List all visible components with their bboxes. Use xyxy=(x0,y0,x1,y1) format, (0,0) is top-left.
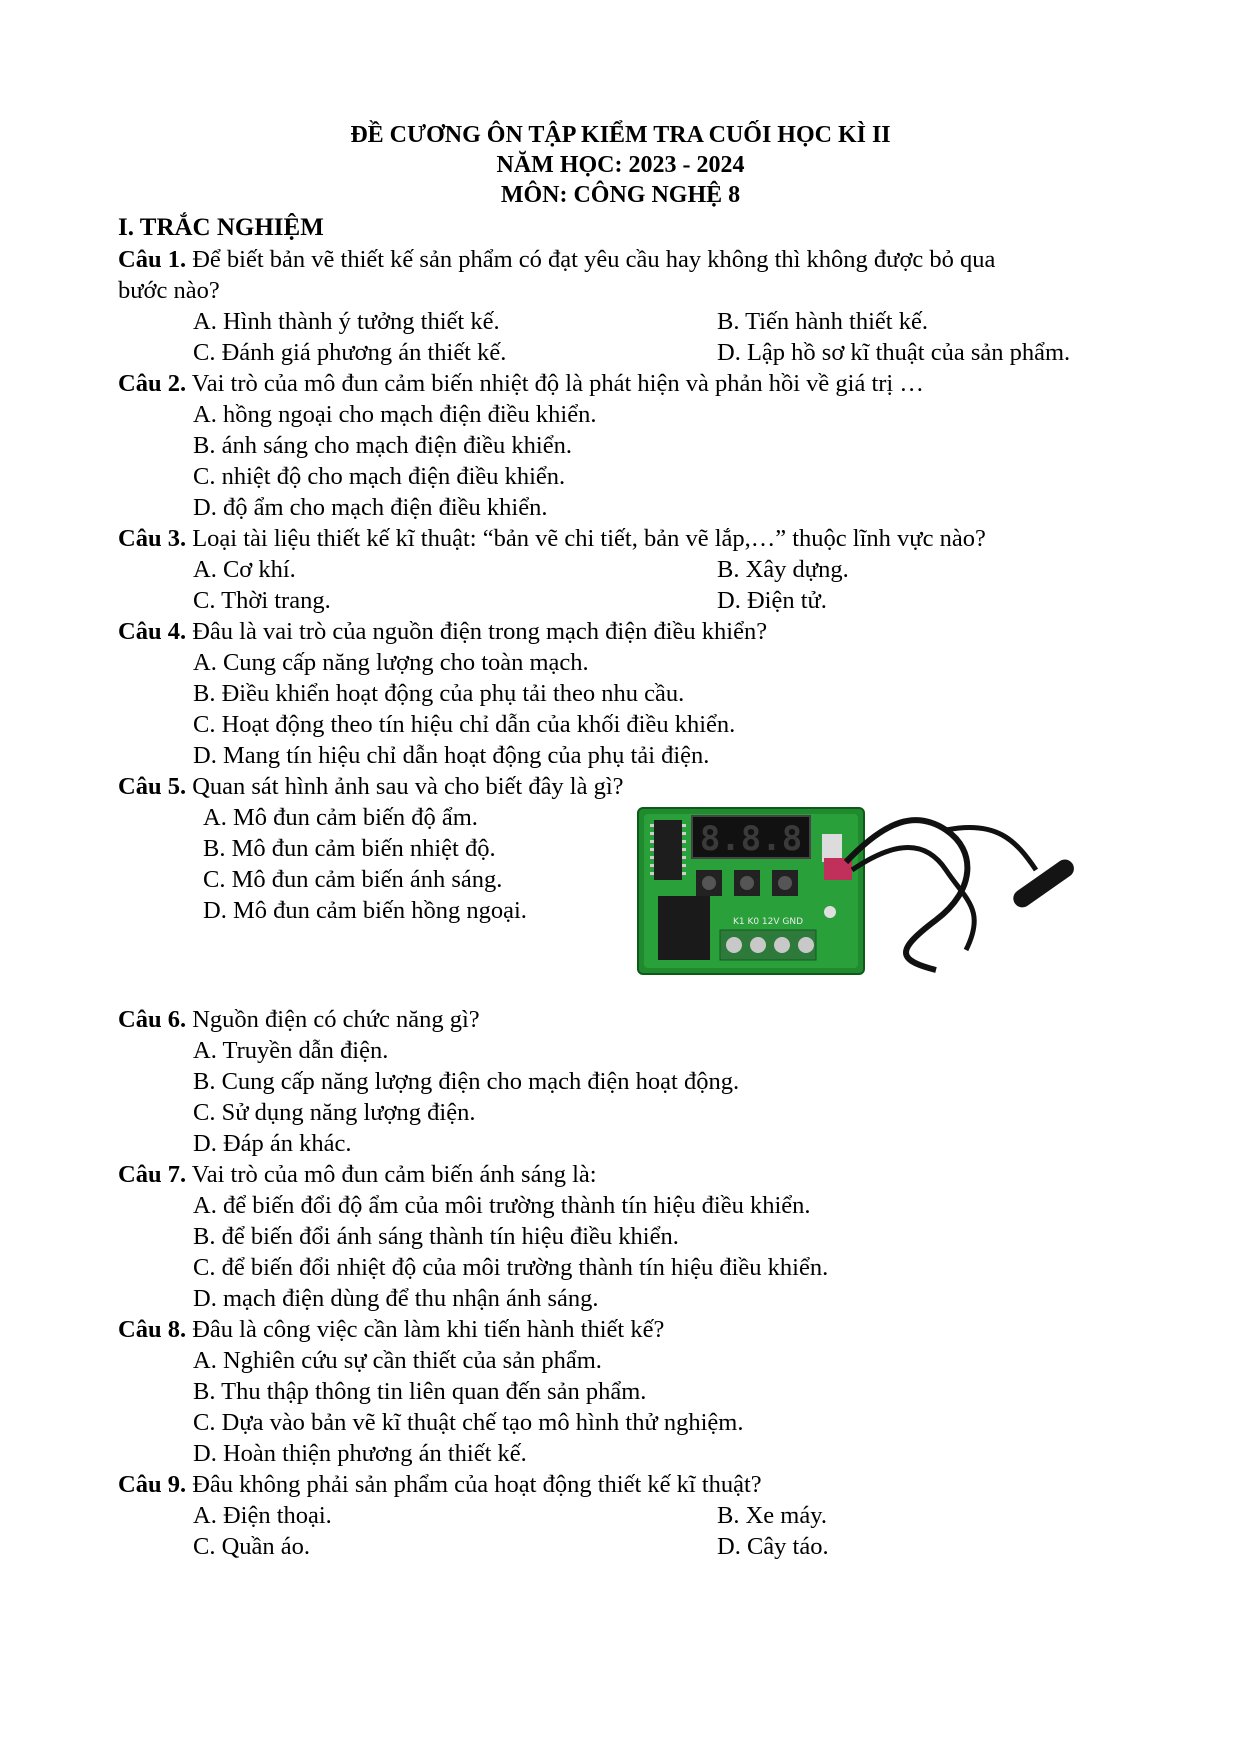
q6-option-c: C. Sử dụng năng lượng điện. xyxy=(193,1099,476,1126)
question-text: Đâu là vai trò của nguồn điện trong mạch điện điều khiển? xyxy=(186,618,768,645)
question-number: Câu 1. xyxy=(118,246,187,273)
question-9 xyxy=(118,1469,762,1500)
q1-option-a: A. Hình thành ý tưởng thiết kế. xyxy=(193,308,500,335)
temperature-sensor-module-image xyxy=(616,800,1102,980)
question-number: Câu 2. xyxy=(118,370,187,397)
q2-option-b: B. ánh sáng cho mạch điện điều khiển. xyxy=(193,432,572,459)
q7-option-b: B. để biến đổi ánh sáng thành tín hiệu điều khiển. xyxy=(193,1223,679,1250)
q7-option-a: A. để biến đổi độ ẩm của môi trường thành tín hiệu điều khiển. xyxy=(193,1192,811,1219)
section-heading: I. TRẮC NGHIỆM xyxy=(118,214,324,241)
q6-option-d: D. Đáp án khác. xyxy=(193,1130,352,1157)
question-8 xyxy=(118,1314,664,1345)
q9-option-d: D. Cây táo. xyxy=(717,1533,829,1560)
question-number: Câu 4. xyxy=(118,618,187,645)
question-number: Câu 6. xyxy=(118,1006,187,1033)
question-number: Câu 8. xyxy=(118,1316,187,1343)
question-2 xyxy=(118,368,924,399)
q1-option-b: B. Tiến hành thiết kế. xyxy=(717,308,928,335)
school-year: NĂM HỌC: 2023 - 2024 xyxy=(496,152,745,178)
question-1-continued: bước nào? xyxy=(118,277,220,304)
q4-option-a: A. Cung cấp năng lượng cho toàn mạch. xyxy=(193,649,589,676)
question-5 xyxy=(118,771,624,802)
q6-option-b: B. Cung cấp năng lượng điện cho mạch điện hoạt động. xyxy=(193,1068,740,1095)
q8-option-b: B. Thu thập thông tin liên quan đến sản phẩm. xyxy=(193,1378,647,1405)
question-7 xyxy=(118,1159,597,1190)
question-number: Câu 7. xyxy=(118,1161,187,1188)
question-text: Quan sát hình ảnh sau và cho biết đây là gì? xyxy=(186,773,624,800)
subject-line: MÔN: CÔNG NGHỆ 8 xyxy=(500,182,741,208)
q3-option-a: A. Cơ khí. xyxy=(193,556,296,583)
q3-option-c: C. Thời trang. xyxy=(193,587,331,614)
display-digits: 8.8.8 xyxy=(699,819,803,859)
question-text: Nguồn điện có chức năng gì? xyxy=(186,1006,480,1033)
question-text: Đâu không phải sản phẩm của hoạt động thiết kế kĩ thuật? xyxy=(186,1471,762,1498)
question-text: Vai trò của mô đun cảm biến nhiệt độ là phát hiện và phản hồi về giá trị … xyxy=(186,370,924,397)
question-1 xyxy=(118,244,995,275)
q5-option-c: C. Mô đun cảm biến ánh sáng. xyxy=(203,866,503,893)
question-text: Để biết bản vẽ thiết kế sản phẩm có đạt yêu cầu hay không thì không được bỏ qua xyxy=(186,246,996,273)
q9-option-a: A. Điện thoại. xyxy=(193,1502,332,1529)
q3-option-b: B. Xây dựng. xyxy=(717,556,849,583)
q4-option-b: B. Điều khiển hoạt động của phụ tải theo nhu cầu. xyxy=(193,680,685,707)
terminal-labels: K1 K0 12V GND xyxy=(732,917,804,927)
q8-option-a: A. Nghiên cứu sự cần thiết của sản phẩm. xyxy=(193,1347,602,1374)
q7-option-c: C. để biến đổi nhiệt độ của môi trường thành tín hiệu điều khiển. xyxy=(193,1254,829,1281)
q9-option-c: C. Quần áo. xyxy=(193,1533,311,1560)
q8-option-c: C. Dựa vào bản vẽ kĩ thuật chế tạo mô hình thử nghiệm. xyxy=(193,1409,744,1436)
q2-option-c: C. nhiệt độ cho mạch điện điều khiển. xyxy=(193,463,566,490)
q4-option-d: D. Mang tín hiệu chỉ dẫn hoạt động của phụ tải điện. xyxy=(193,742,710,769)
q1-option-d: D. Lập hồ sơ kĩ thuật của sản phẩm. xyxy=(717,339,1071,366)
question-text: Loại tài liệu thiết kế kĩ thuật: “bản vẽ chi tiết, bản vẽ lắp,…” thuộc lĩnh vực nào? xyxy=(186,525,986,552)
question-number: Câu 3. xyxy=(118,525,187,552)
q2-option-d: D. độ ẩm cho mạch điện điều khiển. xyxy=(193,494,548,521)
q1-option-c: C. Đánh giá phương án thiết kế. xyxy=(193,339,507,366)
question-number: Câu 5. xyxy=(118,773,187,800)
q7-option-d: D. mạch điện dùng để thu nhận ánh sáng. xyxy=(193,1285,599,1312)
q5-option-d: D. Mô đun cảm biến hồng ngoại. xyxy=(203,897,527,924)
question-6 xyxy=(118,1004,480,1035)
q2-option-a: A. hồng ngoại cho mạch điện điều khiển. xyxy=(193,401,597,428)
q8-option-d: D. Hoàn thiện phương án thiết kế. xyxy=(193,1440,527,1467)
question-text: Vai trò của mô đun cảm biến ánh sáng là: xyxy=(186,1161,597,1188)
q9-option-b: B. Xe máy. xyxy=(717,1502,827,1529)
question-3 xyxy=(118,523,986,554)
q6-option-a: A. Truyền dẫn điện. xyxy=(193,1037,389,1064)
document-title: ĐỀ CƯƠNG ÔN TẬP KIỂM TRA CUỐI HỌC KÌ II xyxy=(350,122,891,148)
q5-option-b: B. Mô đun cảm biến nhiệt độ. xyxy=(203,835,496,862)
q3-option-d: D. Điện tử. xyxy=(717,587,827,614)
question-text: Đâu là công việc cần làm khi tiến hành thiết kế? xyxy=(186,1316,665,1343)
question-4 xyxy=(118,616,767,647)
question-number: Câu 9. xyxy=(118,1471,187,1498)
q4-option-c: C. Hoạt động theo tín hiệu chỉ dẫn của khối điều khiển. xyxy=(193,711,736,738)
q5-option-a: A. Mô đun cảm biến độ ẩm. xyxy=(203,804,478,831)
